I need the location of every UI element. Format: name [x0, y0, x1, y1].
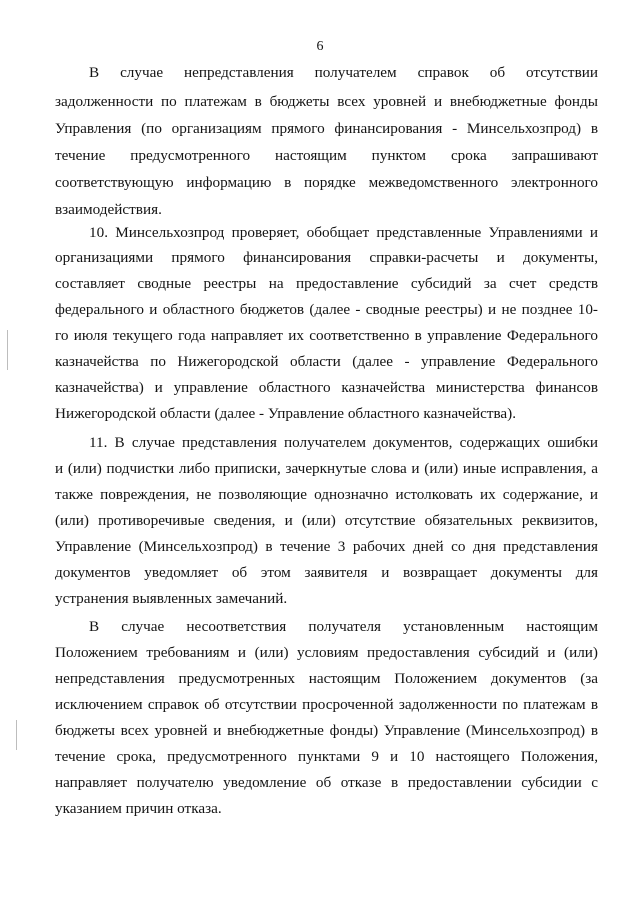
text-line: В случае несоответствия получателя установленным настоящим: [89, 618, 598, 635]
text-line: взаимодействия.: [55, 201, 162, 218]
text-line: непредставления предусмотренных настоящим Положением документов (за: [55, 670, 598, 687]
text-line: исключением справок об отсутствии просроченной задолженности по платежам в: [55, 696, 598, 713]
text-line: Нижегородской области (далее - Управление областного казначейства).: [55, 405, 517, 422]
text-line: федерального и областного бюджетов (далее - сводные реестры) и не позднее 10-: [55, 301, 598, 318]
text-line: задолженности по платежам в бюджеты всех уровней и внебюджетные фонды: [55, 93, 598, 110]
text-line: Положением требованиям и (или) условиям предоставления субсидий и (или): [55, 644, 598, 661]
text-line: 11. В случае представления получателем документов, содержащих ошибки: [89, 434, 598, 451]
text-line: и (или) подчистки либо приписки, зачеркнутые слова и (или) иные исправления, а: [55, 460, 598, 477]
text-line: течение предусмотренного настоящим пунктом срока запрашивают: [55, 147, 598, 164]
text-line: направляет получателю уведомление об отказе в предоставлении субсидии с: [55, 774, 598, 791]
text-line: Управление (Минсельхозпрод) в течение 3 рабочих дней со дня представления: [55, 538, 598, 555]
text-line: указанием причин отказа.: [55, 800, 222, 817]
page-number: 6: [316, 39, 324, 54]
text-line: также повреждения, не позволяющие однозначно истолковать их содержание, и: [55, 486, 598, 503]
text-line: 10. Минсельхозпрод проверяет, обобщает представленные Управлениями и: [89, 224, 598, 241]
text-line: течение срока, предусмотренного пунктами 9 и 10 настоящего Положения,: [55, 748, 598, 765]
text-line: составляет сводные реестры на предоставление субсидий за счет средств: [55, 275, 598, 292]
text-line: документов уведомляет об этом заявителя и возвращает документы для: [55, 564, 598, 581]
scan-artifact: [16, 720, 17, 750]
text-line: го июля текущего года направляет их соответственно в управление Федерального: [55, 327, 598, 344]
text-line: Управления (по организациям прямого финансирования - Минсельхозпрод) в: [55, 120, 598, 137]
text-line: В случае непредставления получателем справок об отсутствии: [89, 64, 598, 81]
text-line: казначейства) и управление областного казначейства министерства финансов: [55, 379, 598, 396]
text-line: (или) противоречивые сведения, и (или) отсутствие обязательных реквизитов,: [55, 512, 598, 529]
text-line: казначейства по Нижегородской области (далее - управление Федерального: [55, 353, 598, 370]
text-line: организациями прямого финансирования справки-расчеты и документы,: [55, 249, 598, 266]
scan-artifact: [7, 330, 8, 370]
text-line: соответствующую информацию в порядке межведомственного электронного: [55, 174, 598, 191]
text-line: бюджеты всех уровней и внебюджетные фонды) Управление (Минсельхозпрод) в: [55, 722, 598, 739]
text-line: устранения выявленных замечаний.: [55, 590, 288, 607]
